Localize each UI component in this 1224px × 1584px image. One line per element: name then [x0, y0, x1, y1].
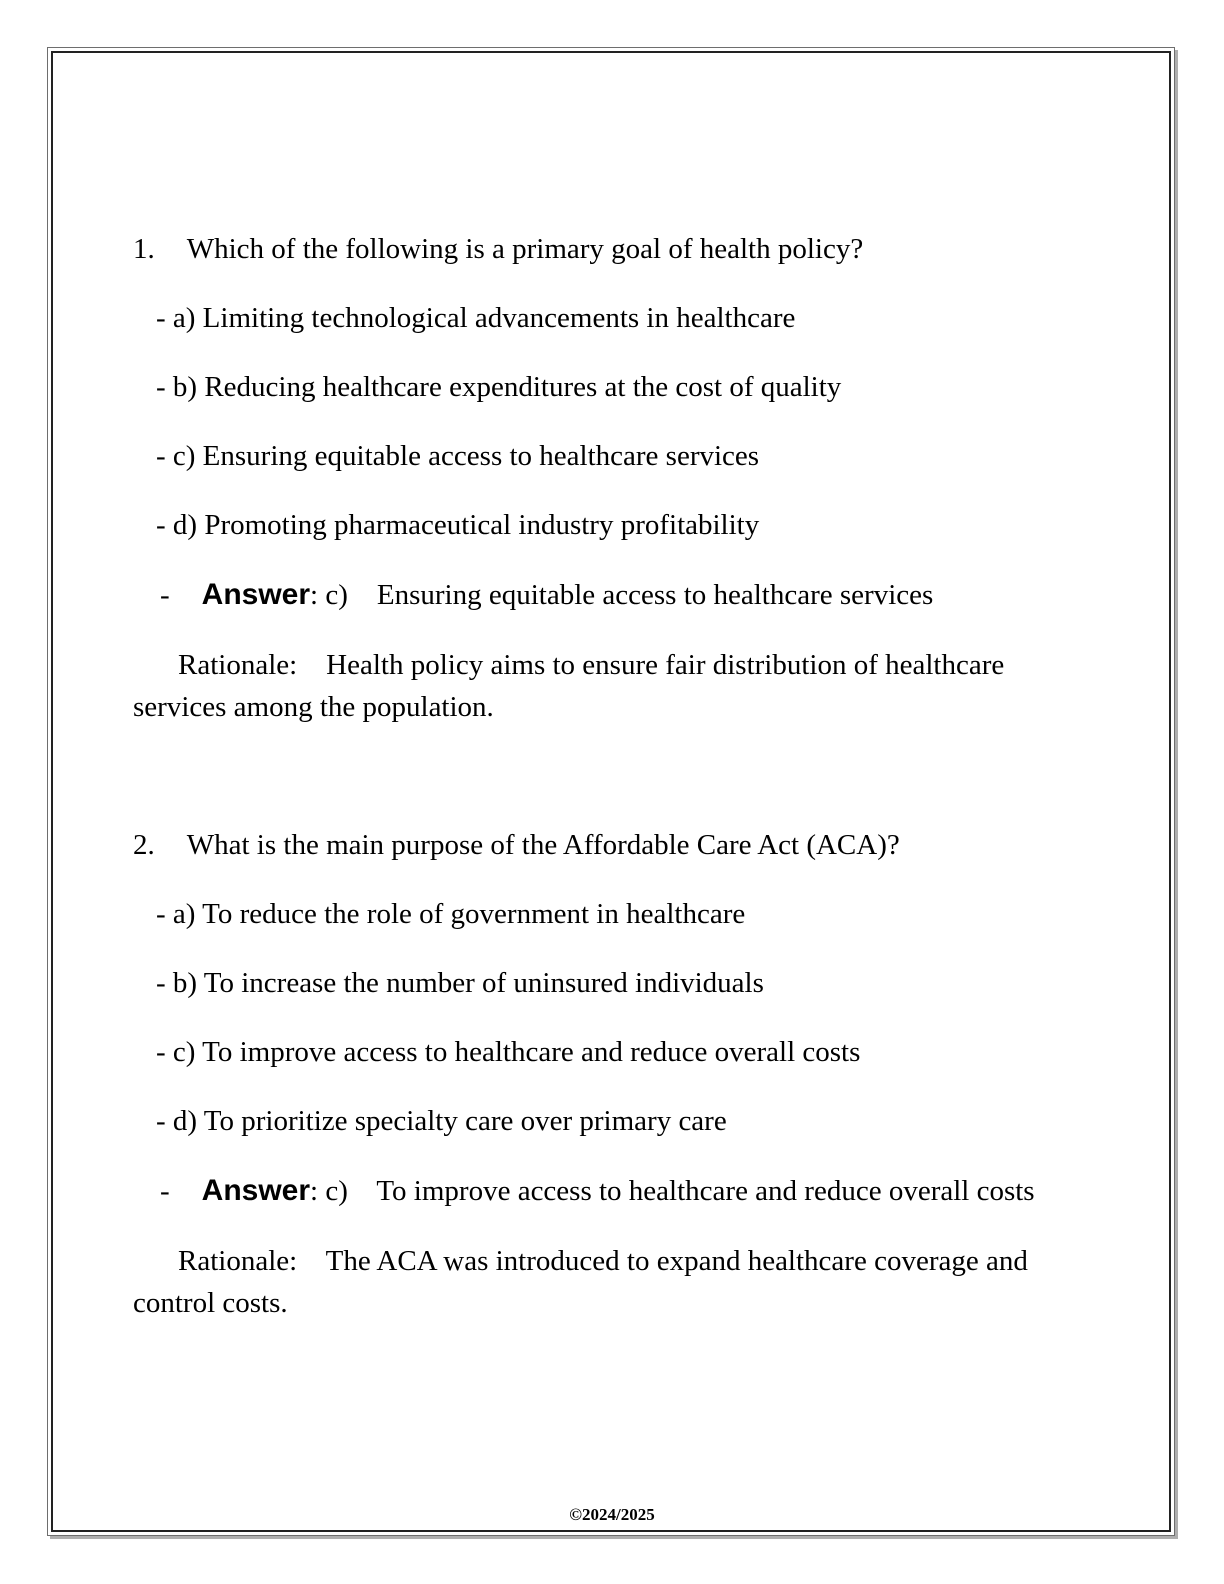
page-footer: ©2024/2025 — [569, 1505, 655, 1524]
answer-line — [133, 1169, 1090, 1213]
question-number: 2. — [133, 828, 155, 861]
option-a: - a) To reduce the role of government in healthcare — [156, 897, 746, 930]
option-b: - b) Reducing healthcare expenditures at the cost of quality — [156, 371, 842, 404]
option-c: - c) To improve access to healthcare and reduce overall costs — [156, 1035, 861, 1068]
question-number: 1. — [133, 233, 155, 265]
answer-line — [133, 573, 1090, 617]
page-content — [133, 228, 1090, 1351]
answer-dash: - — [160, 579, 170, 612]
rationale: Rationale: Health policy aims to ensure fair distribution of healthcare services among the population. — [133, 648, 1012, 723]
option-d: - d) To prioritize specialty care over primary care — [156, 1105, 727, 1138]
answer-text: : c) To improve access to healthcare and reduce overall costs — [310, 1175, 1035, 1208]
answer-label: Answer — [201, 1174, 311, 1208]
question-title — [133, 228, 1090, 270]
option-a: - a) Limiting technological advancements in healthcare — [156, 302, 796, 335]
answer-dash: - — [160, 1175, 170, 1208]
answer-label: Answer — [201, 578, 311, 612]
option-c: - c) Ensuring equitable access to healthcare services — [156, 440, 760, 473]
rationale: Rationale: The ACA was introduced to expand healthcare coverage and control costs. — [133, 1244, 1036, 1319]
question-title — [133, 824, 1090, 866]
option-b: - b) To increase the number of uninsured individuals — [156, 966, 764, 999]
option-d: - d) Promoting pharmaceutical industry profitability — [156, 509, 760, 542]
answer-text: : c) Ensuring equitable access to healthcare services — [310, 579, 934, 612]
question-block-2 — [133, 824, 1090, 1324]
question-text: What is the main purpose of the Affordable Care Act (ACA)? — [186, 828, 900, 861]
question-block-1 — [133, 228, 1090, 728]
question-text: Which of the following is a primary goal of health policy? — [186, 233, 864, 265]
